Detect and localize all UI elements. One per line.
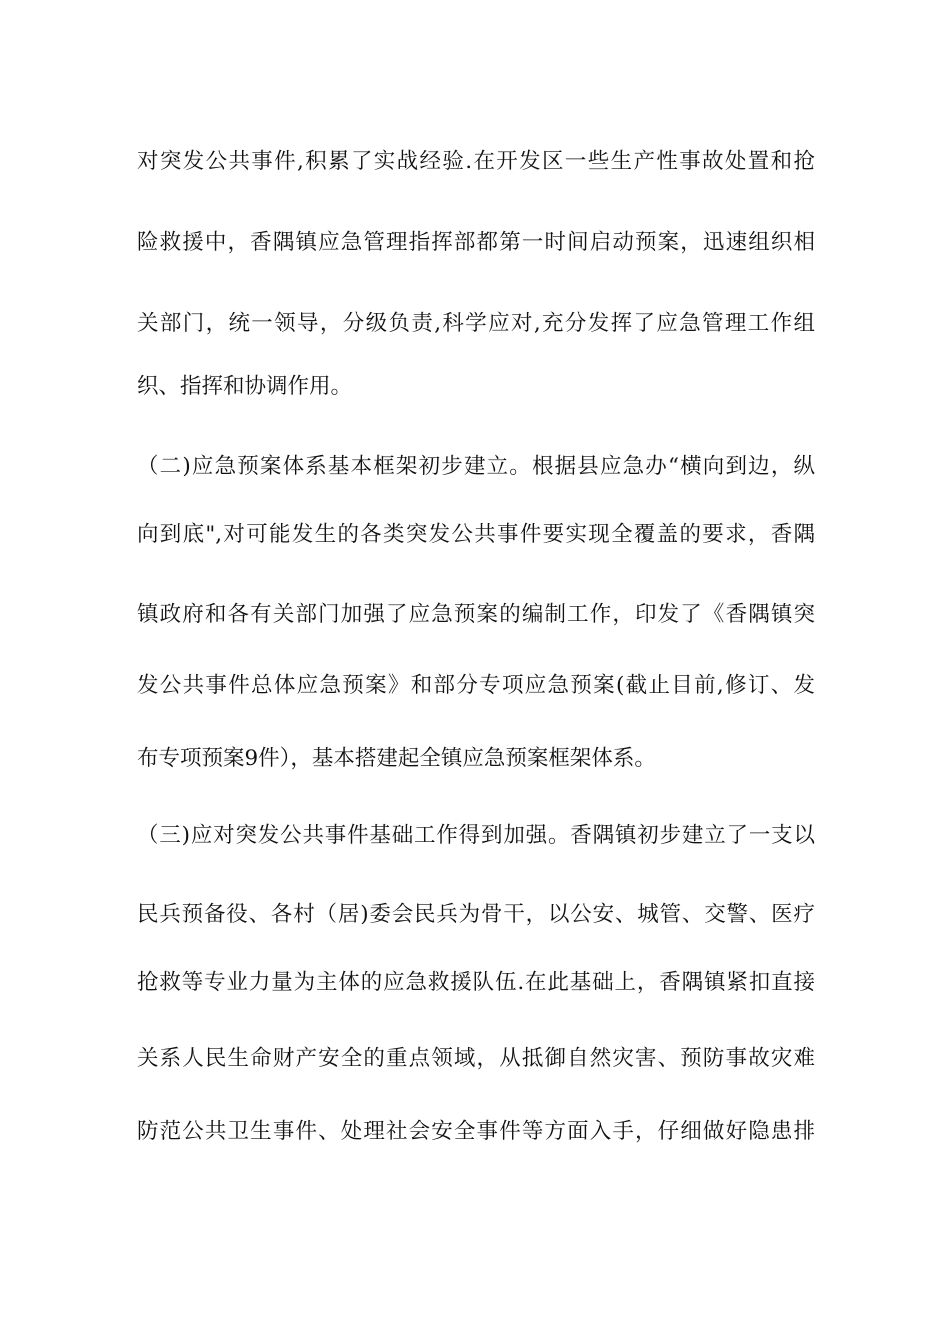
text-line-5: （二)应急预案体系基本框架初步建立。根据县应急办“横向到边，纵	[137, 454, 815, 479]
text-line-9: 布专项预案9件），基本搭建起全镇应急预案框架体系。	[137, 746, 656, 771]
text-line-6: 向到底",对可能发生的各类突发公共事件要实现全覆盖的要求，香隅	[137, 522, 815, 547]
text-line-2: 险救援中，香隅镇应急管理指挥部都第一时间启动预案，迅速组织相	[137, 230, 815, 255]
text-line-7: 镇政府和各有关部门加强了应急预案的编制工作，印发了《香隅镇突	[137, 602, 815, 627]
text-line-11: 民兵预备役、各村（居)委会民兵为骨干，以公安、城管、交警、医疗	[137, 902, 815, 927]
text-line-4: 织、指挥和协调作用。	[137, 374, 353, 399]
text-line-12: 抢救等专业力量为主体的应急救援队伍.在此基础上，香隅镇紧扣直接	[137, 970, 815, 995]
text-line-8: 发公共事件总体应急预案》和部分专项应急预案(截止目前,修订、发	[137, 673, 815, 698]
text-line-1: 对突发公共事件,积累了实战经验.在开发区一些生产性事故处置和抢	[137, 149, 815, 174]
text-line-14: 防范公共卫生事件、处理社会安全事件等方面入手，仔细做好隐患排	[137, 1119, 815, 1144]
text-line-13: 关系人民生命财产安全的重点领域，从抵御自然灾害、预防事故灾难	[137, 1046, 815, 1071]
text-line-3: 关部门，统一领导，分级负责,科学应对,充分发挥了应急管理工作组	[137, 311, 815, 336]
text-line-10: （三)应对突发公共事件基础工作得到加强。香隅镇初步建立了一支以	[137, 823, 815, 848]
